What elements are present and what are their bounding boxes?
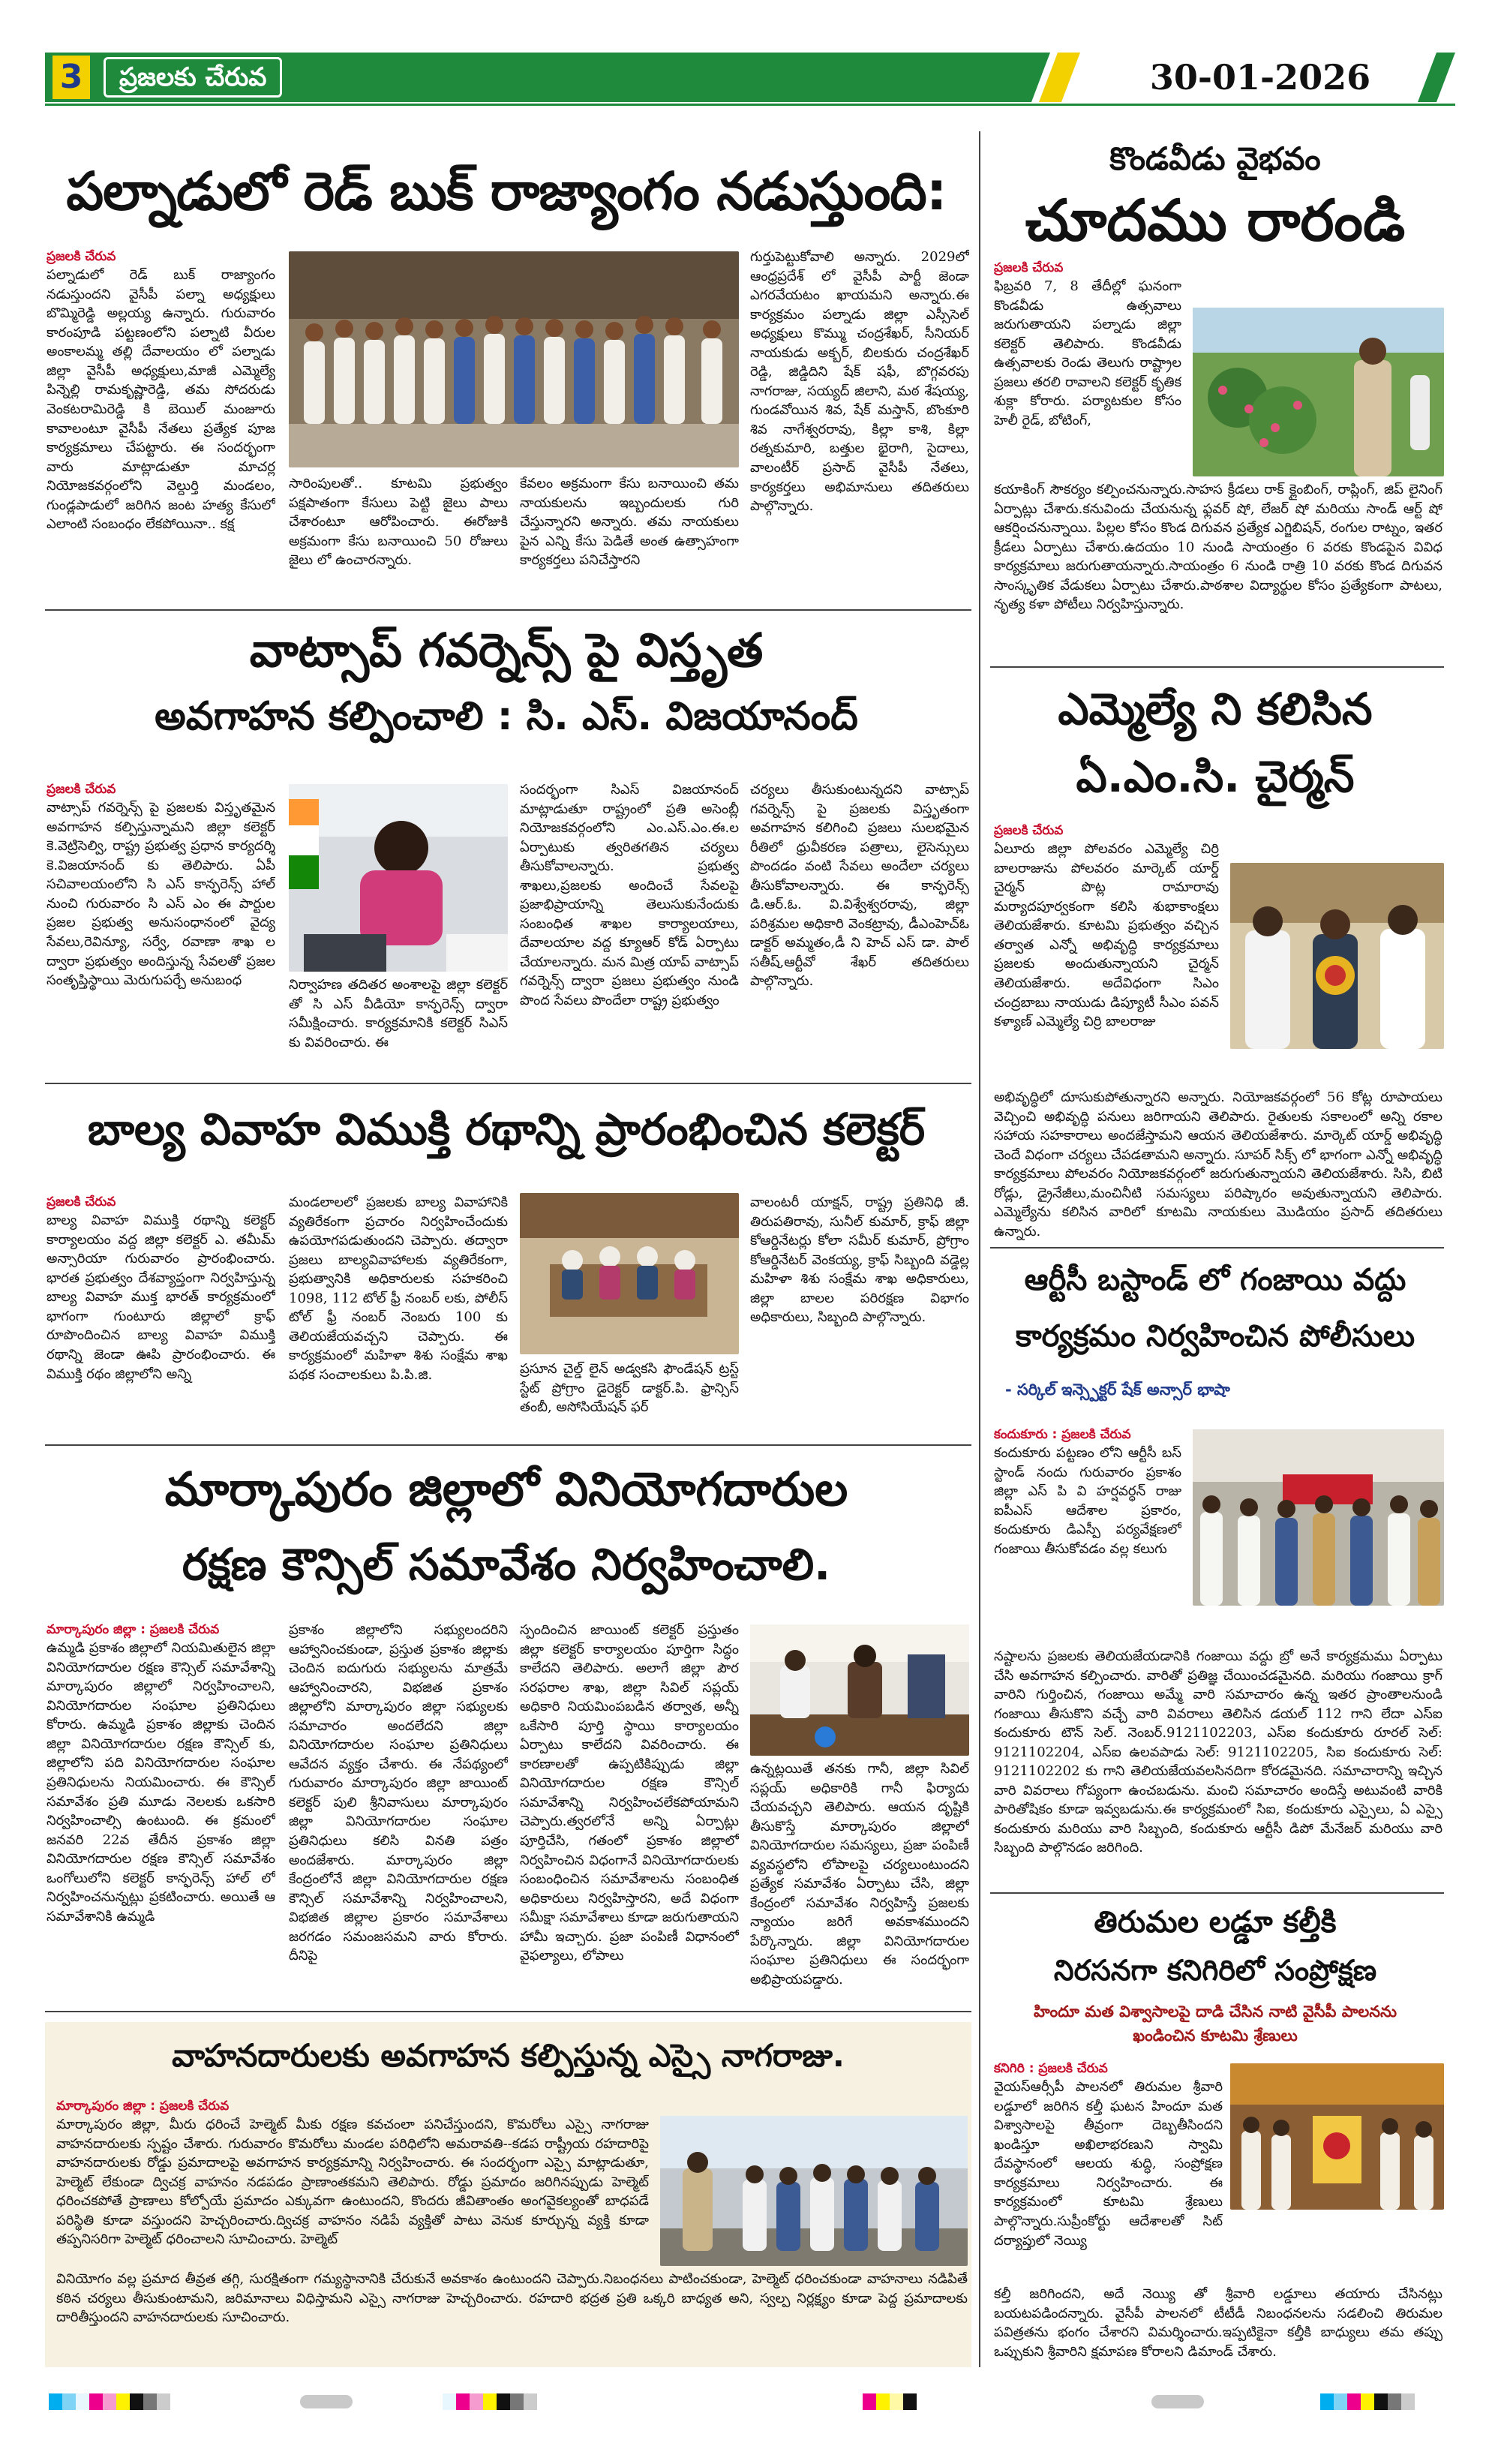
- palnadu-col3: కేవలం అక్రమంగా కేసు బనాయించి తమ నాయకులను ఇబ్బందులకు గురి చేస్తున్నారని అన్నారు. తమ నాయకులు పైన ఎన్ని కేసు పెడితే అంత ఉత్సాహంగా కార్యకర్తలు పనిచేస్తారని: [520, 476, 739, 569]
- tirumala-text-full: కల్తీ జరిగిందని, అదే నెయ్యి తో శ్రీవారి లడ్డూలు తయారు చేసినట్లు బయటపడిందన్నారు. వైసీపీ పాలనలో టీటీడీ నిబంధనలను సడలించి తిరుమల పవిత్రతను భంగం చేశారని విమర్శించారు.ఇప్పటికైనా కల్తీకి బాధ్యులు తమ తప్పు ఒప్పుకుని శ్రీవారిని క్షమాపణ కోరాలని డిమాండ్ చేశారు.: [994, 2286, 1442, 2360]
- whatsapp-headline-2: అవగాహన కల్పించాలి : సి. ఎస్. విజయానంద్: [155, 694, 858, 739]
- child-marriage-meeting-photo: [520, 1193, 739, 1354]
- child-marriage-headline: బాల్య వివాహ విముక్తి రథాన్ని ప్రారంభించిన కలెక్టర్: [87, 1104, 926, 1155]
- mla-headline-1: ఎమ్మెల్యే ని కలిసిన: [1058, 684, 1373, 735]
- markapuram-text-col1: ఉమ్మడి ప్రకాశం జిల్లాలో నియమితులైన జిల్లా వినియోగదారుల రక్షణ కౌన్సిల్ సమావేశాన్ని మార్కాపురం జిల్లాలో నిర్వహించాలని, వినియోగదారుల సంఘాల ప్రతినిధులు కోరారు. ఉమ్మడి ప్రకాశం జిల్లాకు చెందిన జిల్లా వినియోగదారుల రక్షణ కౌన్సిల్ కు, జిల్లాలోని పది వినియోగదారుల సంఘాల ప్రతినిధులను నియమించారు. ఈ కౌన్సిల్ సమావేశం ప్రతి మూడు నెలలకు ఒకసారి నిర్వహించాల్సి ఉంటుంది. ఈ క్రమంలో జనవరి 22వ తేదీన ప్రకాశం జిల్లా వినియోగదారుల రక్షణ కౌన్సిల్ సమావేశం ఒంగోలులోని కలెక్టర్ కాన్ఫరెన్స్ హాల్ లో నిర్వహించనున్నట్లు ప్రకటించారు. అయితే ఆ సమావేశానికి ఉమ్మడి: [47, 1640, 275, 1925]
- mla-text-full: అభివృద్ధిలో దూసుకుపోతున్నారని అన్నారు. నియోజకవర్గంలో 56 కోట్ల రూపాయలు వెచ్చించి అభివృద్ధి పనులు జరిగాయని తెలిపారు. రైతులకు సకాలంలో అన్ని రకాల సహాయ సహకారాలు అందజేస్తామని ఆయన తెలియజేశారు. మార్కెట్ యార్డ్ అభివృద్ధి చెందే విధంగా చర్యలు చేపడతామని అన్నారు. సూపర్ సిక్స్ లో భాగంగా ఎన్నో అభివృద్ధి కార్యక్రమాలు పోలవరం నియోజకవర్గంలో జరుగుతున్నాయని తెలియజేశారు. సిసి, బిటి రోడ్లు, డ్రైనేజీలు,మంచినీటి సమస్యలు పరిష్కారం అవుతున్నాయని తెలిపారు. ఎమ్మెల్యేను కలిసిన వారిలో కూటమి నాయకులు మొడియం ప్రసాద్ తదితరులు ఉన్నారు.: [994, 1089, 1442, 1240]
- child-marriage-col4: వాలంటరీ యాక్షన్, రాష్ట్ర ప్రతినిధి జీ. తిరుపతిరావు, సునీల్ కుమార్, క్రాఫ్ జిల్లా కోఆర్డినేటర్లు కోలా సమీర్ కుమార్, ప్రోగ్రాం కోఆర్డినేటర్ వెంకయ్య, క్రాఫ్ సిబ్బంది వడ్డెల్ల మహిళా శిశు సంక్షేమ శాఖ అధికారులు, జిల్లా బాలల పరిరక్షణ విభాగం అధికారులు, సిబ్బంది పాల్గొన్నారు.: [750, 1194, 969, 1326]
- whatsapp-byline: ప్రజలకి చేరువ: [47, 782, 116, 797]
- child-marriage-col1: [47, 1193, 275, 1433]
- whatsapp-col3: సందర్భంగా సిఎస్ విజయానంద్ మాట్లాడుతూ రాష్ట్రంలో ప్రతి అసెంబ్లీ నియోజకవర్గంలోని ఎం.ఎస్.ఎం.ఈ.ల ఏర్పాటుకు త్వరితగతిన చర్యలు తీసుకోవాలన్నారు. ప్రభుత్వ శాఖలు,ప్రజలకు అందించే సేవలపై ప్రజాభిప్రాయాన్ని తెలుసుకునేందుకు సంబంధిత శాఖల కార్యాలయాలు, దేవాలయాల వద్ద క్యూఆర్ కోడ్ ఏర్పాటు చేయాలన్నారు. మన మిత్ర యాప్ వాట్సాప్ గవర్నెన్స్ ద్వారా ప్రజలు ప్రభుత్వం నుండి పొంద సేవలు పొందేలా రాష్ట్ర ప్రభుత్వం: [520, 782, 739, 1009]
- ganja-credit: - సర్కిల్ ఇన్స్పెక్టర్ షేక్ అన్సార్ భాషా: [1005, 1381, 1230, 1399]
- hr-divider: [45, 2011, 971, 2012]
- color-registration-pill: [1151, 2395, 1204, 2408]
- tirumala-subhead-1: హిందూ మత విశ్వాసాలపై దాడి చేసిన నాటి వైసీపీ పాలనను: [1034, 2003, 1397, 2021]
- mla-text-a: ఏలూరు జిల్లా పోలవరం ఎమ్మెల్యే చిర్రి బాలరాజును పోలవరం మార్కెట్ యార్డ్ చైర్మన్ పొట్ల రామారావు మర్యాదపూర్వకంగా కలిసి శుభాకాంక్షలు తెలియజేశారు. కూటమి ప్రభుత్వం వచ్చిన తర్వాత ఎన్నో అభివృద్ధి కార్యక్రమాలు ప్రజలకు అందుతున్నాయని చైర్మన్ తెలియజేశారు. అదేవిధంగా సిఎం చంద్రబాబు నాయుడు డిప్యూటీ సీఎం పవన్ కళ్యాణ్ ఎమ్మెల్యే చిర్రి బాలరాజు: [994, 841, 1219, 1030]
- tirumala-headline-1: తిరుమల లడ్డూ కల్తీకి: [1094, 1905, 1337, 1940]
- markapuram-col3: స్పందించిన జాయింట్ కలెక్టర్ ప్రస్తుతం జిల్లా కలెక్టర్ కార్యాలయం పూర్తిగా సిద్ధం కాలేదని తెలిపారు. అలాగే జిల్లా పౌర సరఫరాల శాఖ, జిల్లా సివిల్ సప్లయ్ అధికారి నియమింపబడిన తర్వాత, అన్నీ ఒకేసారి పూర్తి స్థాయి కార్యాలయం ఏర్పాటు కాలేదని వివరించారు. ఈ కారణాలతో ఉప్పటికిప్పుడు జిల్లా వినియోగదారుల రక్షణ కౌన్సిల్ సమావేశాన్ని నిర్వహించలేకపోయామని చెప్పారు.త్వరలోనే అన్ని ఏర్పాట్లు పూర్తిచేసి, గతంలో ప్రకాశం జిల్లాలో నిర్వహించిన విధంగానే వినియోగదారులకు సంబంధించిన సమావేశాలను సంబంధిత అధికారులు నిర్వహిస్తారని, అదే విధంగా సమీక్షా సమావేశాలు కూడా జరుగుతాయని హామీ ఇచ్చారు. ప్రజా పంపిణీ విధానంలో వైఫల్యాలు, లోపాలు: [520, 1622, 739, 1964]
- tirumala-byline: కనిగిరి : ప్రజలకి చేరువ: [994, 2061, 1108, 2076]
- hr-divider: [45, 609, 971, 611]
- mla-text-side: [994, 822, 1219, 1088]
- whatsapp-col1: [47, 780, 275, 1077]
- markapuram-headline-1: మార్కాపురం జిల్లాలో వినియోగదారుల: [164, 1462, 848, 1516]
- child-marriage-text-col1: బాల్య వివాహ విముక్తి రథాన్ని కలెక్టర్ కార్యాలయం వద్ద జిల్లా కలెక్టర్ ఎ. తమీమ్ అన్సారియా గురువారం ప్రారంభించారు. భారత ప్రభుత్వం దేశవ్యాప్తంగా నిర్వహిస్తున్న బాల్య వివాహ ముక్త భారత్ కార్యక్రమంలో భాగంగా గుంటూరు జిల్లాలో క్రాఫ్ రూపొందించిన బాల్య వివాహ విముక్తి రథాన్ని జెండా ఊపి ప్రారంభించారు. ఈ విముక్తి రథం జిల్లాలోని అన్ని: [47, 1212, 275, 1382]
- ganja-text-full: నష్టాలను ప్రజలకు తెలియజేయడానికి గంజాయి వద్దు బ్రో అనే కార్యక్రమము ఏర్పాటు చేసి అవగాహన కల్పించారు. వారితో ప్రతిజ్ఞ చేయించడమైనది. మరియు గంజాయి క్రాగ్ వారిని గుర్తించిన, గంజాయి అమ్మే వారి సమాచారం ఉన్న ఇతర ప్రాంతాలనుండి గంజాయి తీసుకొని వచ్చే వారి వివరాలు తెలిసిన డయల్ 112 గాని లేదా ఎస్‌ఐ కందుకూరు టౌన్ సెల్. నెంబర్.9121102203, ఎస్‌ఐ కందుకూరు రూరల్ సెల్: 9121102204, ఎస్‌ఐ ఉలవపాడు సెల్: 9121102205, సిఐ కందుకూరు సెల్: 9121102202 కు గాని తెలియజేయవలసినదిగా కోరడమైనది. సమాచారాన్ని ఇచ్చిన వారి వివరాలు గోప్యంగా ఉంచబడును. మంచి సమాచారం అందిస్తే అటువంటి వారికి పారితోషికం కూడా ఇవ్వబడును.ఈ కార్యక్రమంలో సిఐ, కందుకూరు ఎస్సైలు, ఏ ఎస్సై కందుకూరు మరియు వారి సిబ్బంది, కందుకూరు ఆర్టీసీ డిపో మేనేజర్ మరియు వారి సిబ్బంది పాల్గొనడం జరిగింది.: [994, 1648, 1442, 1856]
- section-title: ప్రజలకు చేరువ: [104, 57, 282, 98]
- mla-meeting-photo: [1230, 863, 1444, 1049]
- palnadu-text-col1: పల్నాడులో రెడ్ బుక్ రాజ్యాంగం నడుస్తుందని వైసీపీ పల్నా అధ్యక్షులు బొమ్మిరెడ్డి అల్లయ్య ఉన్నారు. గురువారం కారంపూడి పట్టణంలోని పల్నాటి వీరుల అంకాలమ్మ తల్లి దేవాలయం లో పల్నాడు జిల్లా వైసీపీ అధ్యక్షులు,మాజీ ఎమ్మెల్యే పిన్నెల్లి రామకృష్ణారెడ్డి, తమ సోదరుడు వెంకటరామిరెడ్డి కి బెయిల్ మంజూరు కావాలంటూ వైసీపీ నేతలు ప్రత్యేక పూజ కార్యక్రమాలు చేపట్టారు. ఈ సందర్భంగా వారు మాట్లాడుతూ మాచర్ల నియోజకవర్గంలోని వెల్దుర్తి మండలం, గుండ్లపాడులో జరిగిన జంట హత్య కేసులో ఎలాంటి సంబంధం లేకపోయినా.. కక్ష: [47, 267, 275, 533]
- kondaveedu-kicker: కొండవీడు వైభవం: [1109, 140, 1321, 177]
- tirumala-text-a: వైయస్ఆర్సీపీ పాలనలో తిరుమల శ్రీవారి లడ్డూలో జరిగిన కల్తీ ఘటన హిందూ మత విశ్వాసాలపై తీవ్రంగా దెబ్బతీసిందని ఖండిస్తూ అఖిలాభరణుని స్వామి దేవస్థానంలో ఆలయ శుద్ధి, సంప్రోక్షణ కార్యక్రమాలు నిర్వహించారు. ఈ కార్యక్రమంలో కూటమి శ్రేణులు పాల్గొన్నారు.సుప్రీంకోర్టు ఆదేశాలతో సిట్ దర్యాప్తులో నెయ్యి: [994, 2079, 1223, 2249]
- palnadu-col1: [47, 248, 275, 600]
- palnadu-headline: పల్నాడులో రెడ్ బుక్ రాజ్యాంగం నడుస్తుంది:: [66, 161, 947, 222]
- helmet-headline: వాహనదారులకు అవగాహన కల్పిస్తున్న ఎస్సై నాగరాజు.: [172, 2037, 845, 2074]
- markapuram-col4: ఉన్నట్లయితే తనకు గానీ, జిల్లా సివిల్ సప్లయ్ అధికారికి గానీ ఫిర్యాదు చేయవచ్చని తెలిపారు. ఆయన దృష్టికి తీసుకొస్తే మార్కాపురం జిల్లాలో వినియోగదారుల సమస్యలు, ప్రజా పంపిణీ వ్యవస్థలోని లోపాలపై చర్యలుంటుందని ప్రత్యేక సమావేశం ఏర్పాటు చేసి, జిల్లా కేంద్రంలో సమావేశం నిర్వహిస్తే ప్రజలకు న్యాయం జరిగే అవకాశముందని పేర్కొన్నారు. జిల్లా వినియోగదారుల సంఘాల ప్రతినిధులు ఈ సందర్భంగా అభిప్రాయపడ్డారు.: [750, 1761, 969, 1988]
- ganja-awareness-photo: [1193, 1429, 1444, 1606]
- issue-date: 30-01-2026: [1149, 57, 1371, 98]
- color-registration-bar-mid: [443, 2393, 537, 2410]
- ganja-byline: కందుకూరు : ప్రజలకి చేరువ: [994, 1427, 1131, 1442]
- kondaveedu-byline: ప్రజలకి చేరువ: [994, 260, 1064, 275]
- color-registration-bar-right: [1320, 2393, 1415, 2410]
- ganja-headline-2: కార్యక్రమం నిర్వహించిన పోలీసులు: [1015, 1319, 1415, 1354]
- hr-divider: [990, 1247, 1444, 1249]
- color-registration-pill: [300, 2395, 353, 2408]
- hr-divider: [990, 666, 1444, 668]
- kondaveedu-text-side: [994, 259, 1181, 476]
- helmet-text-side: [56, 2097, 649, 2266]
- ganja-text-a: కందుకూరు పట్టణం లోని ఆర్టీసీ బస్ స్టాండ్ నందు గురువారం ప్రకాశం జిల్లా ఎస్ పి వి హర్షవర్ధన్ రాజు ఐపీఎస్ ఆదేశాల ప్రకారం, కందుకూరు డిఎస్పీ పర్యవేక్షణలో గంజాయి తీసుకోవడం వల్ల కలుగు: [994, 1445, 1181, 1557]
- helmet-roadside-photo: [660, 2116, 968, 2266]
- tirumala-text-side: [994, 2060, 1223, 2285]
- whatsapp-headline-1: వాట్సాప్ గవర్నెన్స్ పై విస్తృత: [249, 623, 764, 678]
- hr-divider: [990, 1892, 1444, 1894]
- whatsapp-conference-photo: [289, 784, 508, 972]
- kondaveedu-text-full: కయాకింగ్ సౌకర్యం కల్పించనున్నారు.సాహస క్రీడలు రాక్ క్లైంబింగ్, రాప్లింగ్, జిప్ లైనింగ్ ఏర్పాట్లు చేశారు.కనువిందు చేయనున్న ఫ్లవర్ షో, లేజర్ షో మరియు సాండ్ ఆర్ట్ షో ఆకర్షించనున్నాయి. పిల్లల కోసం కొండ దిగువన ప్రత్యేక ఎగ్జిబిషన్, రంగుల రాట్నం, ఇతర క్రీడలు ఏర్పాటు చేశారు.ఉదయం 10 నుండి సాయంత్రం 6 వరకు కొండపైన వివిధ కార్యక్రమాలు జరుగుతాయన్నారు.సాయంత్రం 6 నుండి రాత్రి 10 వరకు కొండ దిగువన సాంస్కృతిక వేడుకలు ఏర్పాటు చేశారు.పాఠశాల విద్యార్థుల కోసం ప్రత్యేకంగా పాటలు, నృత్య కళా పోటీలు నిర్వహిస్తున్నారు.: [994, 482, 1442, 613]
- mla-byline: ప్రజలకి చేరువ: [994, 823, 1064, 838]
- palnadu-col2: సారింపులతో.. కూటమి ప్రభుత్వం పక్షపాతంగా కేసులు పెట్టి జైలు పాలు చేశారంటూ ఆరోపించారు. ఈరోజుకి అక్రమంగా కేసు బనాయించి 50 రోజులు జైలు లో ఉంచారన్నారు.: [289, 476, 508, 569]
- tirumala-temple-photo: [1230, 2063, 1444, 2210]
- whatsapp-text-col1: వాట్సాప్ గవర్నెన్స్ పై ప్రజలకు విస్తృతమైన అవగాహన కల్పిస్తున్నామని జిల్లా కలెక్టర్ కె.వెట్రిసెల్వి, రాష్ట్ర ప్రభుత్వ ప్రధాన కార్యదర్శి కె.విజయానంద్ కు తెలిపారు. ఏపీ సచివాలయంలోని సి ఎస్ కాన్ఫరెన్స్ హాల్ నుంచి గురువారం సి ఎస్ ఎం ఈ పార్టుల ప్రజల ప్రభుత్వ అనుసంధానంలో వైద్య సేవలు,రెవిన్యూ, సర్వే, రవాణా శాఖ ల ద్వారా ప్రభుత్వం అందిస్తున్న సేవలతో ప్రజల సంతృప్తిస్థాయి మెరుగుపర్చే అనుబంధ: [47, 800, 275, 989]
- markapuram-office-photo: [750, 1624, 969, 1756]
- helmet-text-full: వినియోగం వల్ల ప్రమాద తీవ్రత తగ్గి, సురక్షితంగా గమ్యస్థానానికి చేరుకునే అవకాశం ఉంటుందని చెప్పారు.నిబంధనలు పాటించకుండా, హెల్మెట్ ధరించకుండా వాహనాలు నడిపితే కఠిన చర్యలు తీసుకుంటామని, జరిమానాలు విధిస్తామని ఎస్సై నాగరాజు హెచ్చరించారు. రహదారి భద్రత ప్రతి ఒక్కరి బాధ్యత అని, స్వల్ప నిర్లక్ష్యం కూడా పెద్ద ప్రమాదాలకు దారితీస్తుందని వాహనదారులకు సూచించారు.: [56, 2271, 968, 2326]
- helmet-text-a: మార్కాపురం జిల్లా, మీరు ధరించే హెల్మెట్ మీకు రక్షణ కవచంలా పనిచేస్తుందని, కొమరోలు ఎస్సై నాగరాజు వాహనదారులకు స్పష్టం చేశారు. గురువారం కొమరోలు మండల పరిధిలోని అమరావతి--కడప రాష్ట్రీయ రహదారిపై వాహనదారులకు రోడ్డు ప్రమాదాలపై అవగాహన కార్యక్రమాన్ని నిర్వహించారు. ఈ సందర్భంగా ఎస్సై మాట్లాడుతూ, హెల్మెట్ లేకుండా ద్విచక్ర వాహనం నడపడం ప్రాణాంతకమని తెలిపారు. రోడ్డు ప్రమాదం జరిగినప్పుడు హెల్మెట్ ధరించకపోతే ప్రాణాలు కోల్పోయే ప్రమాదం ఎక్కువగా ఉంటుందని, కొందరు జీవితాంతం అంగవైకల్యంతో బాధపడే పరిస్థితి కూడా వస్తుందని హెచ్చరించారు.ద్విచక్ర వాహనం నడిపే వ్యక్తితో పాటు వెనుక కూర్చున్న వ్యక్తి కూడా తప్పనిసరిగా హెల్మెట్ ధరించాలని సూచించారు. హెల్మెట్: [56, 2117, 649, 2248]
- tirumala-headline-2: నిరసనగా కనిగిరిలో సంప్రోక్షణ: [1053, 1954, 1377, 1987]
- palnadu-group-photo: [289, 251, 739, 467]
- markapuram-headline-2: రక్షణ కౌన్సిల్ సమావేశం నిర్వహించాలి.: [182, 1539, 831, 1590]
- ganja-headline-1: ఆర్టీసీ బస్టాండ్ లో గంజాయి వద్దు: [1024, 1263, 1406, 1297]
- hr-divider: [45, 1083, 971, 1084]
- kondaveedu-text-a: ఫిబ్రవరి 7, 8 తేదీల్లో ఘనంగా కొండవీడు ఉత్సవాలు జరుగుతాయని పల్నాడు జిల్లా కలెక్టర్ తెలిపారు. కొండవీడు ఉత్సవాలకు రెండు తెలుగు రాష్ట్రాల ప్రజలు తరలి రావాలని కలెక్టర్ కృతిక శుక్లా కోరారు. పర్యాటకుల కోసం హెలీ రైడ్, బోటింగ్,: [994, 278, 1181, 428]
- whatsapp-col4: చర్యలు తీసుకుంటున్నదని వాట్సాప్ గవర్నెన్స్ పై ప్రజలకు విస్తృతంగా అవగాహన కలిగించి ప్రజలు సులభమైన రీతిలో ధ్రువీకరణ పత్రాలు, లైసెన్సులు పొందడం వంటి సేవలు అందేలా చర్యలు తీసుకోవాలన్నారు. ఈ కాన్ఫరెన్స్ డి.ఆర్.ఓ. వి.విశ్వేశ్వరరావు, జిల్లా పరిశ్రమల అధికారి వెంకట్రావు, డీఎంహెచ్ఓ డాక్టర్ అమ్మతం,డీ ని హెచ్ ఎస్ డా. పాల్ సతీష్,ఆర్టీవో శేఖర్ తదితరులు పాల్గొన్నారు.: [750, 782, 969, 990]
- masthead: [45, 48, 1455, 108]
- hr-divider: [45, 1444, 971, 1446]
- ganja-text-side: [994, 1426, 1181, 1643]
- child-marriage-col3: ప్రసూన చైల్డ్ లైన్ అడ్వకసి ఫౌండేషన్ ట్రస్ట్ స్టేట్ ప్రోగ్రాం డైరెక్టర్ డాక్టర్.పి. ఫ్రాన్సిస్ తంబీ, అసోసియేషన్ ఫర్: [520, 1361, 739, 1416]
- kondaveedu-headline: చూదము రారండి: [1025, 187, 1406, 254]
- palnadu-col4: గుర్తుపెట్టుకోవాలి అన్నారు. 2029లో ఆంధ్రప్రదేశ్ లో వైసీపీ పార్టీ జెండా ఎగరవేయటం ఖాయమని అన్నారు.ఈ కార్యక్రమం పల్నాడు జిల్లా ఎస్సీసెల్ అధ్యక్షులు కొమ్ము చంద్రశేఖర్, సీనియర్ నాయకుడు అక్బర్, బిలకురు చంద్రశేఖర్ రెడ్డి, జిడ్డిదిని షేక్ షఫీ, బొగ్గవరపు నాగరాజు, సయ్యద్ జిలాని, మఠ శేషయ్య, గుండవోయిన శివ, షేక్ మస్తాన్, బొంకూరి శివ నాగేశ్వరరావు, కిల్లా కాశి, కిల్లా రత్నకుమారి, బత్తుల భైరాగి, సైదాలు, వాలంటీర్ ప్రసాద్ వైసీపీ నేతలు, కార్యకర్తలు అభిమానులు తదితరులు పాల్గొన్నారు.: [750, 249, 969, 515]
- page-number: 3: [53, 56, 90, 99]
- color-registration-bar-left: [49, 2393, 170, 2410]
- helmet-byline: మార్కాపురం జిల్లా : ప్రజలకి చేరువ: [56, 2099, 230, 2114]
- color-registration-bar-center: [863, 2393, 930, 2410]
- whatsapp-col2: నిర్వాహణ తదితర అంశాలపై జిల్లా కలెక్టర్ తో సి ఎస్ వీడియో కాన్ఫరెన్స్ ద్వారా సమీక్షించారు. కార్యక్రమానికి కలెక్టర్ సిఎస్ కు వివరించారు. ఈ: [289, 977, 508, 1050]
- child-marriage-col2: మండలాలలో ప్రజలకు బాల్య వివాహానికి వ్యతిరేకంగా ప్రచారం నిర్వహించేందుకు ఉపయోగపడుతుందని చెప్పారు. తద్వారా ప్రజలు బాల్యవివాహాలకు వ్యతిరేకంగా, ప్రభుత్వానికి అధికారులకు సహకరించి 1098, 112 టోల్ ఫ్రీ నంబర్ లకు, పోలీస్ టోల్ ఫ్రీ నంబర్ నెంబరు 100 కు తెలియజేయవచ్చని చెప్పారు. ఈ కార్యక్రమంలో మహిళా శిశు సంక్షేమ శాఖ పథక సంచాలకులు పి.పి.జి.: [289, 1194, 508, 1383]
- mla-headline-2: ఏ.ఎం.సి. చైర్మన్: [1076, 751, 1355, 802]
- markapuram-col2: ప్రకాశం జిల్లాలోని సభ్యులందరిని ఆహ్వానించకుండా, ప్రస్తుత ప్రకాశం జిల్లాకు చెందిన ఐదుగురు సభ్యులను మాత్రమే ఆహ్వానించారని, విభజిత ప్రకాశం జిల్లాలోని మార్కాపురం జిల్లా సభ్యులకు సమాచారం అందలేదని జిల్లా వినియోగదారుల సంఘాల ప్రతినిధులు ఆవేదన వ్యక్తం చేశారు. ఈ నేపథ్యంలో గురువారం మార్కాపురం జిల్లా జాయింట్ కలెక్టర్ పులి శ్రీనివాసులు మార్కాపురం జిల్లా వినియోగదారుల సంఘాల ప్రతినిధులు కలిసి వినతి పత్రం అందజేశారు. మార్కాపురం జిల్లా కేంద్రంలోనే జిల్లా వినియోగదారుల రక్షణ కౌన్సిల్ సమావేశాన్ని నిర్వహించాలని, విభజిత జిల్లాల ప్రకారం సమావేశాలు జరగడం సమంజసమని వారు కోరారు. దీనిపై: [289, 1622, 508, 1964]
- vertical-divider: [979, 131, 980, 2367]
- child-marriage-byline: ప్రజలకి చేరువ: [47, 1194, 116, 1209]
- markapuram-col1: [47, 1621, 275, 2000]
- palnadu-byline: ప్రజలకి చేరువ: [47, 249, 116, 264]
- markapuram-byline: మార్కాపురం జిల్లా : ప్రజలకి చేరువ: [47, 1622, 220, 1637]
- kondaveedu-garden-photo: [1193, 308, 1444, 476]
- tirumala-subhead-2: ఖండించిన కూటమి శ్రేణులు: [1133, 2027, 1298, 2045]
